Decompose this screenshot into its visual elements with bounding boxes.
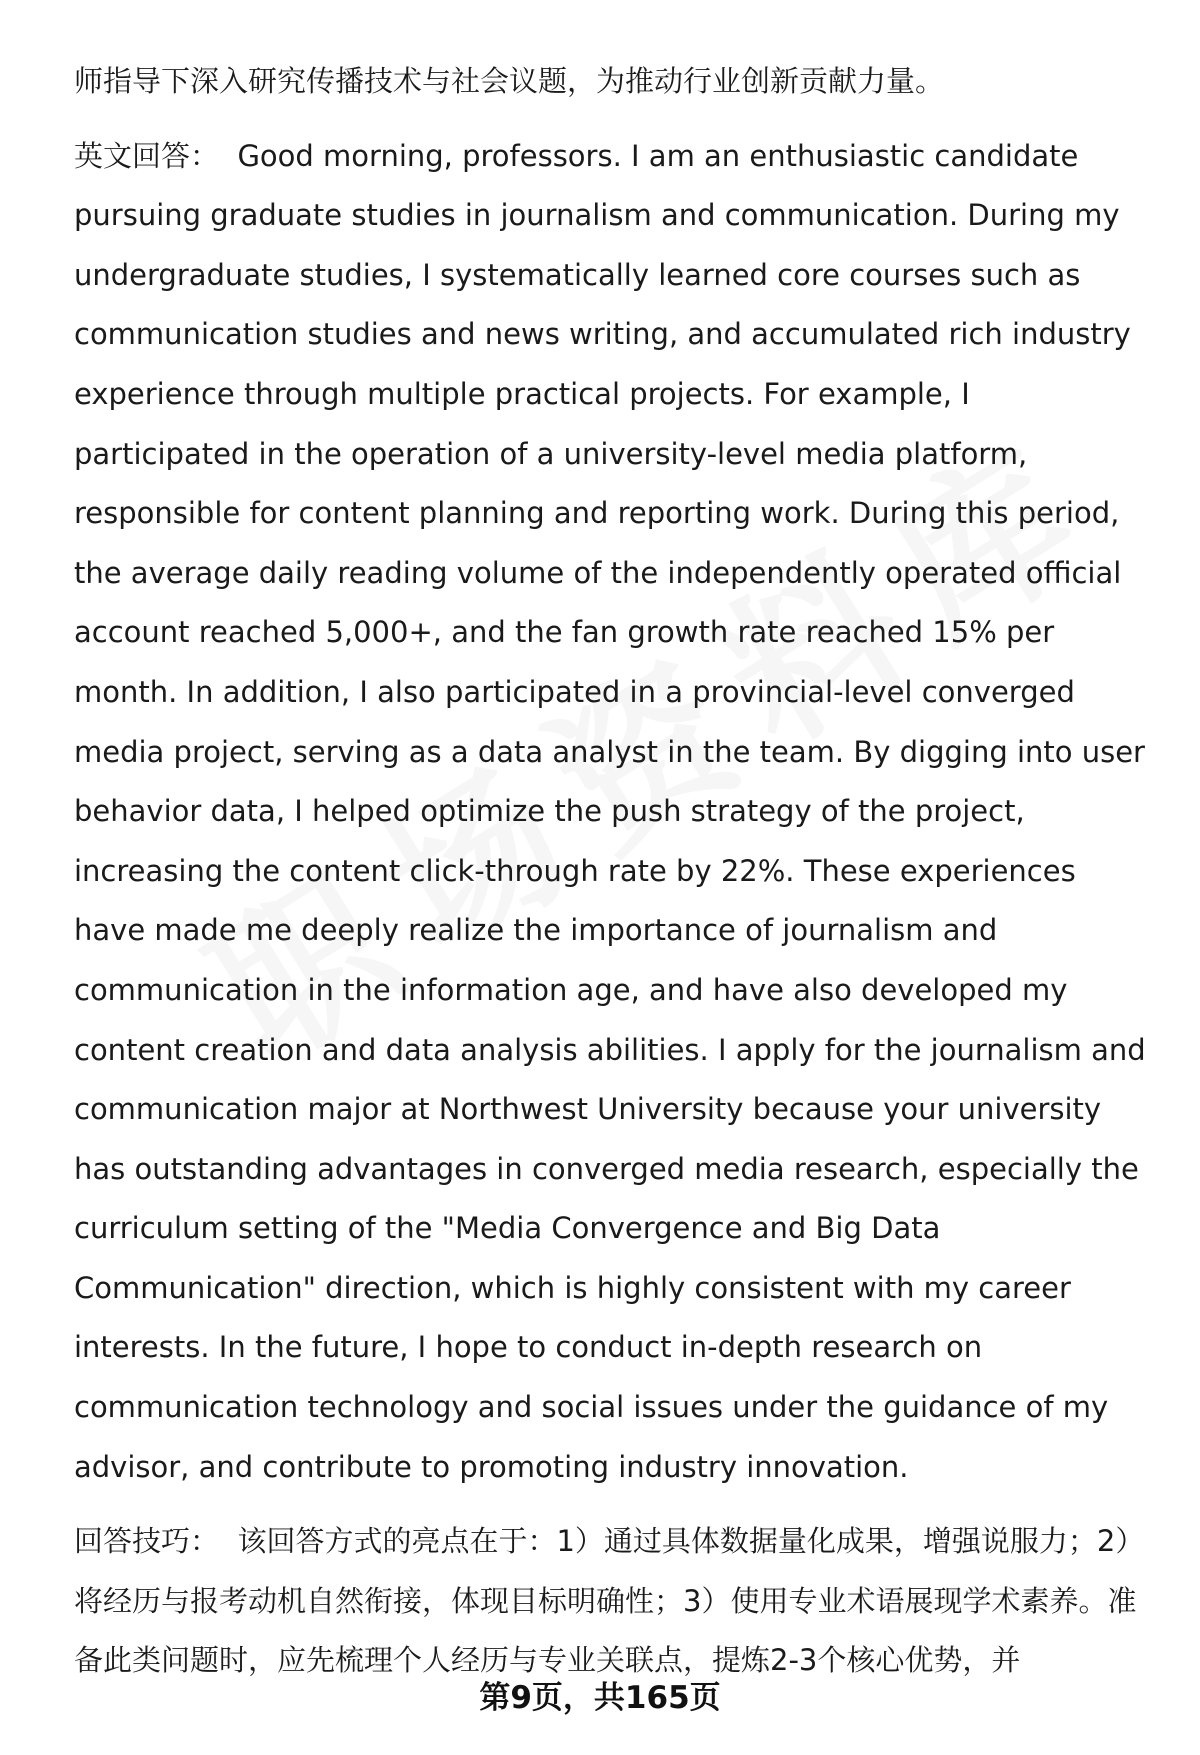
answer-tips-text: 该回答方式的亮点在于：1）通过具体数据量化成果，增强说服力；2）将经历与报考动机自然衔接，体现目标明确性；3）使用专业术语展现学术素养。准备此类问题时，应先梳理个人经历与专业关联点，提炼2-3个核心优势，并 (74, 1524, 1145, 1678)
document-body (74, 52, 1154, 1691)
answer-tips-paragraph (74, 1512, 1154, 1691)
english-answer-label: 英文回答： (74, 138, 220, 173)
page-indicator: 第9页，共165页 (479, 1680, 721, 1716)
answer-tips-label: 回答技巧： (74, 1524, 220, 1559)
english-answer-text: Good morning, professors. I am an enthusiastic candidate pursuing graduate studies in journalism and communication. During my undergraduate studies, I systematically learned core courses such as communication studies and news writing, and accumulated rich industry experience through multiple practical projects. For example, I participated in the operation of a university-level media platform, responsible for content planning and reporting work. During this period, the average daily reading volume of the independently operated official account reached 5,000+, and the fan growth rate reached 15% per month. In addition, I also participated in a provincial-level converged media project, serving as a data analyst in the team. By digging into user behavior data, I helped optimize the push strategy of the project, increasing the content click-through rate by 22%. These experiences have made me deeply realize the importance of journalism and communication in the information age, and have also developed my content creation and data analysis abilities. I apply for the journalism and communication major at Northwest University because your university has outstanding advantages in converged media research, especially the curriculum setting of the "Media Convergence and Big Data Communication" direction, which is highly consistent with my career interests. In the future, I hope to conduct in-depth research on communication technology and social issues under the guidance of my advisor, and contribute to promoting industry innovation. (74, 138, 1146, 1484)
intro-paragraph: 师指导下深入研究传播技术与社会议题，为推动行业创新贡献力量。 (74, 64, 945, 98)
english-answer-paragraph (74, 127, 1154, 1498)
